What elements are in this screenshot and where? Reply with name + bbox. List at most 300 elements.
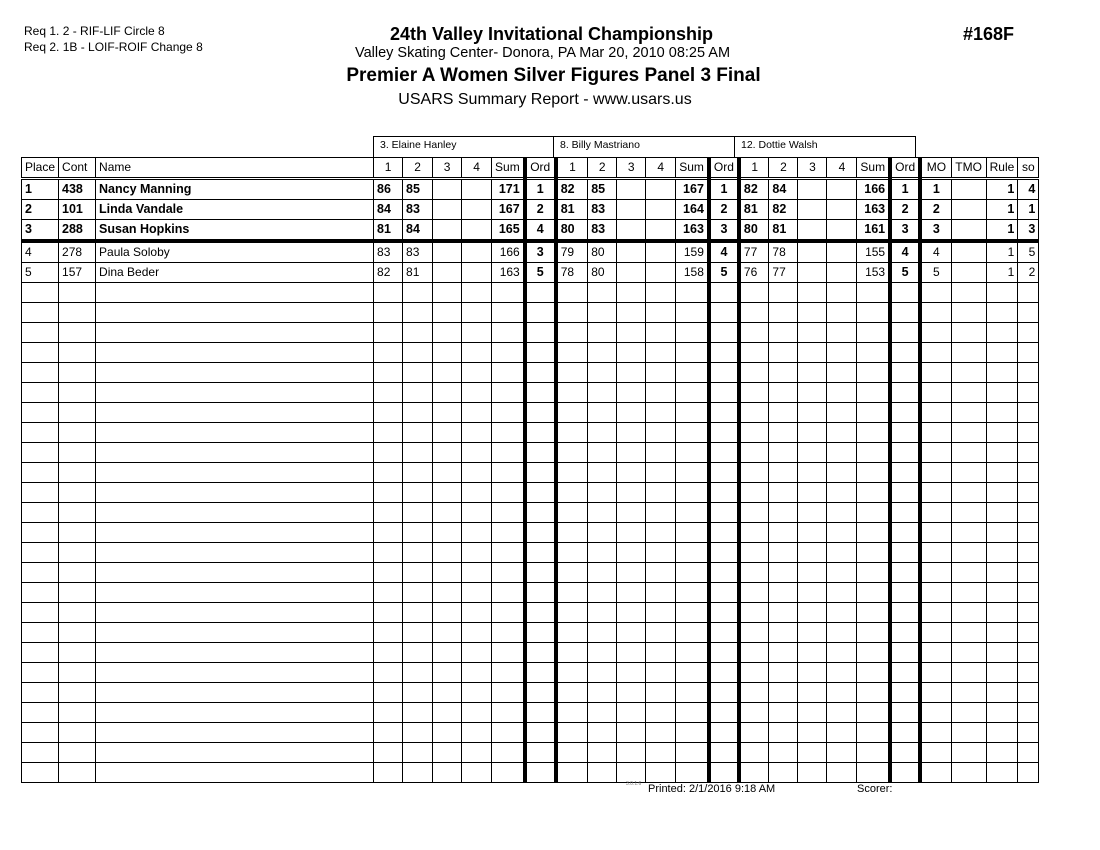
col-j1-1: 1 [374,158,403,179]
score-1-cell: 80 [739,220,769,242]
empty-cell [951,583,986,603]
table-row [22,179,1039,200]
empty-cell [525,683,556,703]
score-3-cell [433,179,462,200]
empty-cell [433,683,462,703]
empty-cell [403,703,433,723]
empty-cell [986,303,1018,323]
empty-cell [769,763,798,783]
empty-cell [462,583,492,603]
empty-cell [403,723,433,743]
empty-cell [920,703,951,723]
empty-cell [798,703,827,723]
empty-row [22,643,1039,663]
empty-cell [951,443,986,463]
empty-cell [433,763,462,783]
empty-cell [827,423,857,443]
empty-cell [374,443,403,463]
empty-cell [433,443,462,463]
empty-cell [588,643,617,663]
tmo-cell [951,241,986,263]
empty-cell [433,503,462,523]
empty-cell [986,363,1018,383]
score-3-cell [433,263,462,283]
sum-cell: 155 [857,241,890,263]
empty-cell [617,603,646,623]
empty-cell [827,463,857,483]
empty-cell [617,563,646,583]
empty-cell [827,303,857,323]
empty-cell [739,503,769,523]
empty-cell [59,443,96,463]
empty-cell [556,363,588,383]
empty-cell [646,643,676,663]
empty-cell [798,483,827,503]
empty-cell [857,403,890,423]
empty-cell [617,363,646,383]
empty-cell [433,283,462,303]
place-cell: 3 [22,220,59,242]
empty-cell [986,423,1018,443]
empty-cell [59,343,96,363]
empty-cell [951,423,986,443]
empty-cell [433,423,462,443]
col-j3-4: 4 [827,158,857,179]
empty-cell [986,443,1018,463]
empty-cell [646,683,676,703]
empty-cell [374,483,403,503]
empty-cell [890,483,920,503]
empty-cell [986,323,1018,343]
empty-cell [676,343,709,363]
empty-cell [676,423,709,443]
empty-cell [96,543,374,563]
empty-cell [739,543,769,563]
empty-cell [920,683,951,703]
empty-cell [96,703,374,723]
empty-cell [890,463,920,483]
empty-cell [403,483,433,503]
empty-cell [709,483,739,503]
mo-cell: 3 [920,220,951,242]
tmo-cell [951,200,986,220]
empty-cell [646,443,676,463]
empty-cell [951,703,986,723]
empty-cell [96,343,374,363]
empty-cell [462,663,492,683]
ordinal-cell: 5 [709,263,739,283]
score-3-cell [617,179,646,200]
empty-cell [374,643,403,663]
so-cell: 2 [1018,263,1039,283]
empty-cell [920,563,951,583]
empty-cell [986,623,1018,643]
sum-cell: 161 [857,220,890,242]
empty-cell [1018,523,1039,543]
empty-cell [617,743,646,763]
empty-cell [617,343,646,363]
empty-cell [827,323,857,343]
empty-cell [827,283,857,303]
empty-cell [525,603,556,623]
empty-cell [525,543,556,563]
empty-cell [1018,723,1039,743]
empty-row [22,543,1039,563]
empty-cell [827,563,857,583]
cont-cell: 157 [59,263,96,283]
empty-cell [798,763,827,783]
sum-cell: 164 [676,200,709,220]
empty-cell [739,343,769,363]
empty-cell [951,603,986,623]
empty-cell [676,743,709,763]
empty-cell [617,303,646,323]
empty-cell [492,703,525,723]
empty-cell [374,683,403,703]
empty-cell [59,743,96,763]
empty-cell [433,723,462,743]
tmo-cell [951,263,986,283]
empty-cell [769,463,798,483]
name-cell: Dina Beder [96,263,374,283]
empty-row [22,343,1039,363]
col-mo: MO [920,158,951,179]
score-4-cell [462,263,492,283]
empty-cell [22,563,59,583]
empty-cell [920,583,951,603]
requirement-1: Req 1. 2 - RIF-LIF Circle 8 [24,24,165,38]
empty-cell [433,303,462,323]
empty-cell [588,343,617,363]
empty-cell [433,363,462,383]
empty-cell [556,483,588,503]
empty-cell [525,663,556,683]
rule-cell: 1 [986,220,1018,242]
empty-cell [890,423,920,443]
empty-cell [769,383,798,403]
empty-cell [59,403,96,423]
version-label: 3.0.1.6 [626,781,642,787]
empty-cell [920,543,951,563]
empty-cell [588,683,617,703]
score-3-cell [798,263,827,283]
empty-cell [525,283,556,303]
empty-cell [646,423,676,443]
empty-cell [588,583,617,603]
empty-cell [374,663,403,683]
empty-cell [890,723,920,743]
empty-cell [1018,423,1039,443]
table-row [22,241,1039,263]
empty-cell [890,283,920,303]
empty-cell [890,583,920,603]
empty-cell [96,623,374,643]
empty-cell [617,643,646,663]
empty-cell [798,563,827,583]
empty-cell [676,683,709,703]
ordinal-cell: 4 [525,220,556,242]
col-j3-sum: Sum [857,158,890,179]
empty-cell [588,703,617,723]
empty-cell [556,343,588,363]
empty-cell [433,563,462,583]
empty-cell [951,523,986,543]
empty-cell [462,603,492,623]
empty-cell [556,663,588,683]
empty-cell [1018,483,1039,503]
empty-cell [525,483,556,503]
empty-cell [22,703,59,723]
so-cell: 4 [1018,179,1039,200]
empty-cell [798,503,827,523]
col-j2-2: 2 [588,158,617,179]
empty-cell [59,643,96,663]
empty-cell [890,323,920,343]
empty-cell [492,623,525,643]
event-title: Premier A Women Silver Figures Panel 3 Final [346,65,761,86]
empty-cell [676,483,709,503]
empty-cell [59,423,96,443]
empty-cell [709,643,739,663]
empty-cell [22,523,59,543]
empty-cell [676,543,709,563]
empty-cell [709,763,739,783]
empty-cell [827,403,857,423]
empty-cell [709,383,739,403]
empty-cell [709,743,739,763]
empty-cell [646,463,676,483]
col-j2-sum: Sum [676,158,709,179]
empty-cell [374,423,403,443]
empty-cell [492,423,525,443]
header-row [22,158,1039,179]
col-j1-ord: Ord [525,158,556,179]
empty-cell [920,403,951,423]
empty-cell [769,483,798,503]
mo-cell: 1 [920,179,951,200]
empty-cell [709,583,739,603]
empty-cell [22,323,59,343]
empty-cell [556,743,588,763]
sum-cell: 165 [492,220,525,242]
empty-cell [769,403,798,423]
empty-cell [646,523,676,543]
score-3-cell [798,200,827,220]
empty-cell [709,283,739,303]
judge-header-1: 3. Elaine Hanley [373,136,553,157]
table-row [22,220,1039,242]
empty-cell [22,423,59,443]
empty-cell [617,623,646,643]
empty-cell [374,523,403,543]
empty-cell [986,643,1018,663]
col-cont: Cont [59,158,96,179]
empty-cell [798,323,827,343]
sum-cell: 153 [857,263,890,283]
empty-cell [22,583,59,603]
empty-cell [857,463,890,483]
empty-cell [1018,703,1039,723]
empty-cell [676,763,709,783]
empty-cell [857,663,890,683]
empty-cell [374,543,403,563]
empty-row [22,323,1039,343]
empty-cell [374,723,403,743]
empty-cell [709,603,739,623]
empty-cell [890,643,920,663]
empty-cell [525,383,556,403]
empty-cell [403,443,433,463]
empty-cell [890,503,920,523]
name-cell: Linda Vandale [96,200,374,220]
empty-cell [676,363,709,383]
empty-cell [59,383,96,403]
empty-cell [96,383,374,403]
empty-cell [920,303,951,323]
empty-cell [492,323,525,343]
empty-cell [492,403,525,423]
ordinal-cell: 5 [890,263,920,283]
empty-cell [96,743,374,763]
score-1-cell: 84 [374,200,403,220]
empty-cell [798,423,827,443]
empty-cell [986,583,1018,603]
sum-cell: 159 [676,241,709,263]
empty-cell [890,743,920,763]
empty-row [22,683,1039,703]
event-number: #168F [963,24,1015,44]
empty-cell [588,543,617,563]
score-3-cell [617,241,646,263]
empty-cell [374,323,403,343]
empty-cell [1018,443,1039,463]
empty-cell [374,563,403,583]
empty-cell [709,363,739,383]
col-j1-3: 3 [433,158,462,179]
empty-row [22,503,1039,523]
empty-cell [492,663,525,683]
empty-cell [646,383,676,403]
col-name: Name [96,158,374,179]
empty-cell [374,343,403,363]
empty-cell [646,323,676,343]
empty-cell [617,683,646,703]
score-2-cell: 83 [403,200,433,220]
empty-cell [709,403,739,423]
mo-cell: 4 [920,241,951,263]
empty-cell [588,403,617,423]
empty-cell [986,483,1018,503]
empty-cell [462,723,492,743]
ordinal-cell: 1 [525,179,556,200]
empty-cell [857,323,890,343]
empty-row [22,423,1039,443]
empty-cell [769,663,798,683]
empty-cell [951,643,986,663]
empty-cell [556,703,588,723]
score-4-cell [462,200,492,220]
empty-cell [433,463,462,483]
empty-cell [857,683,890,703]
empty-cell [709,303,739,323]
score-1-cell: 82 [374,263,403,283]
empty-cell [403,623,433,643]
empty-cell [951,683,986,703]
score-3-cell [798,241,827,263]
empty-cell [617,383,646,403]
empty-cell [556,463,588,483]
empty-cell [492,483,525,503]
col-j1-4: 4 [462,158,492,179]
empty-cell [22,443,59,463]
empty-cell [676,523,709,543]
empty-cell [588,383,617,403]
empty-cell [986,743,1018,763]
empty-cell [798,523,827,543]
empty-cell [920,763,951,783]
sum-cell: 166 [857,179,890,200]
empty-cell [588,423,617,443]
empty-cell [59,543,96,563]
empty-cell [22,643,59,663]
empty-cell [739,363,769,383]
empty-cell [96,503,374,523]
empty-cell [374,603,403,623]
mo-cell: 2 [920,200,951,220]
empty-cell [769,423,798,443]
empty-cell [798,343,827,363]
empty-cell [462,443,492,463]
empty-cell [920,283,951,303]
empty-cell [374,463,403,483]
empty-cell [646,343,676,363]
empty-cell [59,703,96,723]
empty-row [22,483,1039,503]
ordinal-cell: 3 [525,241,556,263]
empty-cell [676,303,709,323]
empty-cell [798,463,827,483]
empty-cell [676,643,709,663]
empty-cell [433,703,462,723]
empty-cell [1018,663,1039,683]
empty-cell [739,583,769,603]
empty-cell [827,683,857,703]
empty-cell [96,643,374,663]
empty-cell [769,563,798,583]
empty-cell [709,503,739,523]
empty-row [22,283,1039,303]
empty-cell [857,543,890,563]
so-cell: 5 [1018,241,1039,263]
score-1-cell: 79 [556,241,588,263]
empty-cell [951,623,986,643]
empty-cell [588,763,617,783]
empty-cell [1018,623,1039,643]
empty-cell [22,503,59,523]
score-2-cell: 85 [403,179,433,200]
empty-cell [374,403,403,423]
empty-cell [951,463,986,483]
empty-cell [462,343,492,363]
empty-cell [96,443,374,463]
empty-cell [951,303,986,323]
empty-cell [920,363,951,383]
rule-cell: 1 [986,179,1018,200]
empty-cell [857,623,890,643]
empty-cell [709,443,739,463]
empty-cell [1018,463,1039,483]
empty-cell [646,283,676,303]
